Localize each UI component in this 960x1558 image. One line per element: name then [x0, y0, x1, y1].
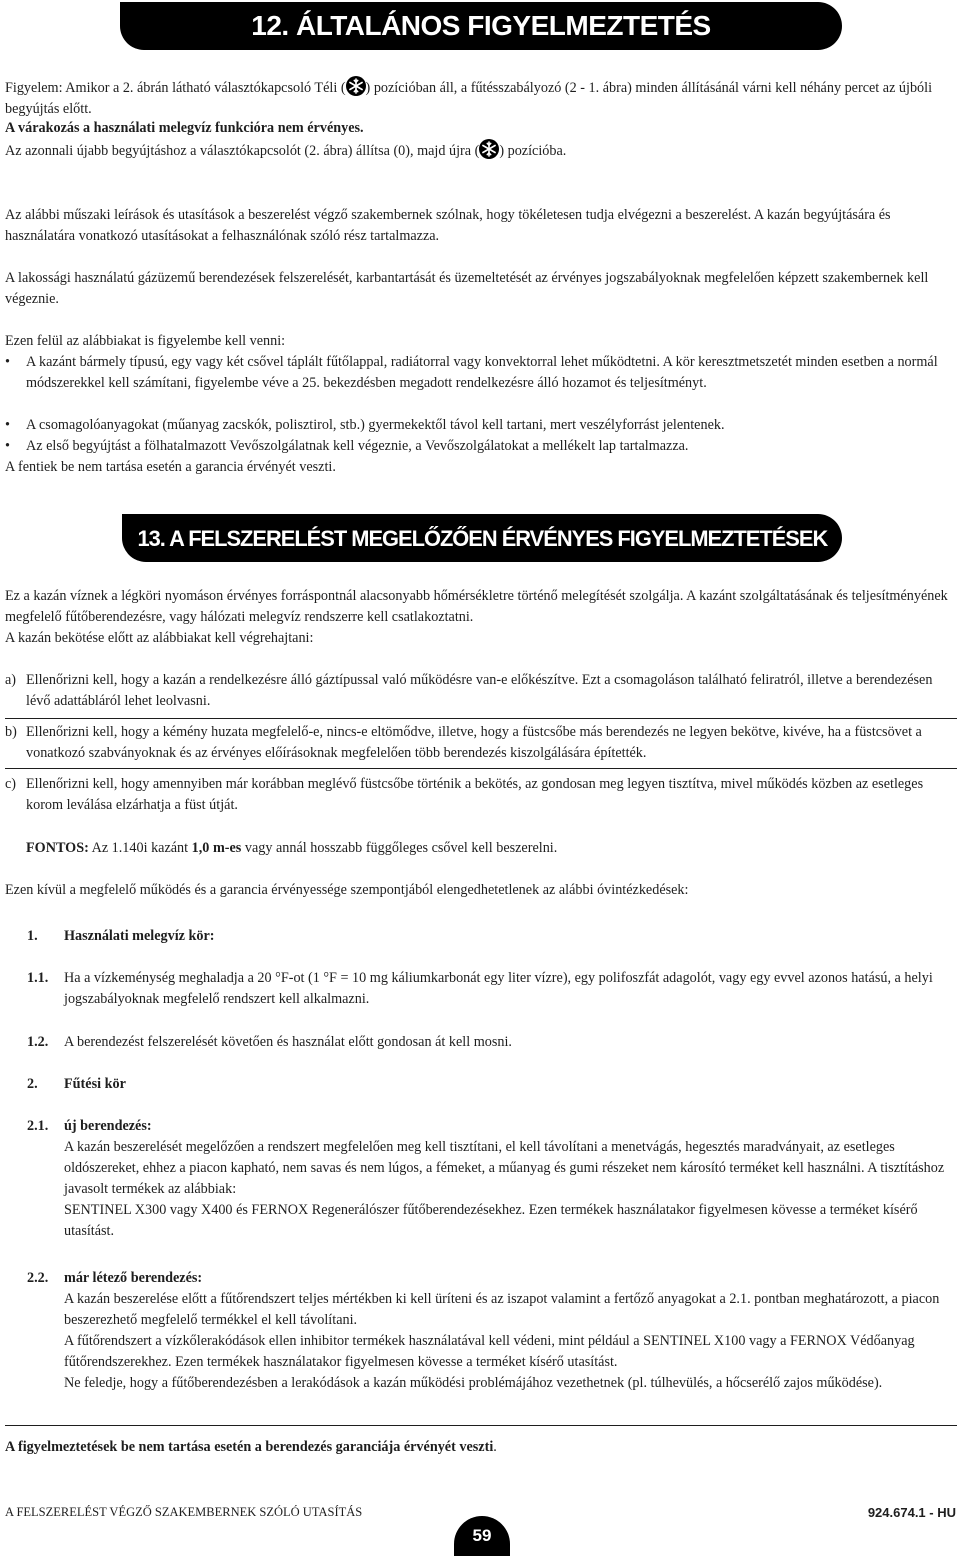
bullet-item: Az első begyújtást a fölhatalmazott Vevőszolgálatnak kell végeznie, a Vevőszolgálatokat a mellékelt lap tartalmazza.: [26, 438, 689, 454]
paragraph-before-connection: A kazán bekötése előtt az alábbiakat kell végrehajtani:: [5, 630, 314, 646]
paragraph-installer-notes: Az alábbi műszaki leírások és utasítások a beszerelést végző szakembernek szólnak, hogy tökéletesen tudja elvégezni a beszerelést. A kazán begyújtására és használatára vonatkozó utasításokat a felhasználónak szóló rész tartalmazza.: [5, 207, 891, 244]
paragraph-qualified-staff: A lakossági használatú gázüzemű berendezések felszerelését, karbantartását és üzemeltetését az érvényes jogszabályoknak megfelelően képzett szakembernek kell végeznie.: [5, 270, 929, 307]
paragraph-precautions: Ezen kívül a megfelelő működés és a garancia érvényessége szempontjából elengedhetetlenek az alábbi óvintézkedések:: [5, 882, 689, 898]
item-text: Ellenőrizni kell, hogy a kémény huzata megfelelő-e, nincs-e eltömődve, illetve, hogy a füstcsőbe más berendezés ne legyen bekötve, kivéve, ha a füstcsövet a vonatkozó szabványoknak és az érvényes előírásoknak megfelelően több berendezés kiszolgálására építették.: [26, 724, 922, 761]
footer-section-label: A FELSZERELÉST VÉGZŐ SZAKEMBERNEK SZÓLÓ UTASÍTÁS: [5, 1505, 363, 1519]
item-label: c): [5, 776, 17, 792]
paragraph-boiler-purpose: Ez a kazán víznek a légköri nyomáson érvényes forráspontnál alacsonyabb hőmérsékletre történő melegítését szolgálja. A kazánt szolgáltatásának és teljesítményének megfelelő fűtőberendezésre, vagy hálózati melegvíz rendszerre kell csatlakoztatni.: [5, 588, 948, 625]
section-12-title: 12. ÁLTALÁNOS FIGYELMEZTETÉS: [120, 2, 842, 50]
subsection-1-2-text: A berendezést felszerelését követően és használat előtt gondosan át kell mosni.: [64, 1034, 512, 1050]
subsection-2-2-number: 2.2.: [27, 1270, 49, 1286]
warning-label: Figyelem: [5, 80, 59, 96]
subsection-2-1-title: új berendezés:: [64, 1118, 152, 1134]
item-text: Ellenőrizni kell, hogy a kazán a rendelkezésre álló gáztípussal való működésre van-e előkészítve. Ezt a csomagoláson található feliratról, illetve a berendezésen lévő adattábláról lehet leolvasni.: [26, 672, 933, 709]
important-text-1: Az 1.140i kazánt: [88, 840, 192, 856]
bullet-item: A kazánt bármely típusú, egy vagy két csővel táplált fűtőlappal, radiátorral vagy konvektorral lehet működtetni. A kör keresztmetszetét minden esetben a normál módszerekkel kell számítani, figyelembe véve a 25. bekezdésben megadott rendelkezésre álló hozamot és teljesítményt.: [26, 354, 938, 391]
snowflake-icon: [479, 139, 499, 159]
heading-hot-water-circuit: Használati melegvíz kör:: [64, 928, 215, 944]
important-note: [26, 838, 956, 859]
divider: [5, 1425, 957, 1426]
subsection-1-1-number: 1.1.: [27, 970, 49, 986]
important-label: FONTOS:: [26, 840, 89, 856]
snowflake-icon: [346, 76, 366, 96]
important-text-2: vagy annál hosszabb függőleges csővel kell beszerelni.: [241, 840, 558, 856]
heading-2-number: 2.: [27, 1076, 38, 1092]
section-13-title: 13. A FELSZERELÉST MEGELŐZŐEN ÉRVÉNYES FIGYELMEZTETÉSEK: [122, 514, 842, 562]
subsection-1-1-text: Ha a vízkeménység meghaladja a 20 °F-ot (1 °F = 10 mg káliumkarbonát egy liter vízre), egy polifoszfát adagolót, vagy egy evvel azonos hatású, a helyi jogszabályoknak megfelelő rendszert kell alkalmazni.: [64, 970, 933, 1007]
warning-text-3b: ) pozícióba.: [499, 143, 567, 159]
bullet-item: A csomagolóanyagokat (műanyag zacskók, polisztirol, stb.) gyermekektől távol kell tartani, mert veszélyforrást jelentenek.: [26, 417, 725, 433]
heading-1-number: 1.: [27, 928, 38, 944]
item-label: a): [5, 672, 17, 688]
final-warning-period: .: [493, 1439, 497, 1455]
subsection-2-2-title: már létező berendezés:: [64, 1270, 203, 1286]
heading-heating-circuit: Fűtési kör: [64, 1076, 126, 1092]
warning-dhw-note: A várakozás a használati melegvíz funkcióra nem érvényes.: [5, 120, 364, 136]
paragraph-warranty-note: A fentiek be nem tartása esetén a garancia érvényét veszti.: [5, 459, 336, 475]
page-number: 59: [454, 1516, 510, 1556]
subsection-2-2-text-1: A kazán beszerelése előtt a fűtőrendszert teljes mértékben ki kell üríteni és az iszapot valamint a fertőző anyagokat a 2.1. pontban meghatározott, a piacon beszerezhető megfelelő termékkel el kell távolítani.: [64, 1291, 940, 1328]
item-label: b): [5, 724, 17, 740]
subsection-1-2-number: 1.2.: [27, 1034, 49, 1050]
warning-text-3a: Az azonnali újabb begyújtáshoz a választókapcsolót (2. ábra) állítsa (0), majd újra (: [5, 143, 480, 159]
subsection-2-2-text-2: A fűtőrendszert a vízkőlerakódások ellen inhibitor termékek használatával kell védeni, mint például a SENTINEL X100 vagy a FERNOX Védőanyag fűtőrendszerekhez. Ezen termékek használatakor figyelmesen kövesse a terméket kísérő utasítást.: [64, 1333, 915, 1370]
subsection-2-1-products: SENTINEL X300 vagy X400 és FERNOX Regenerálószer fűtőberendezésekhez. Ezen termékek használatakor figyelmesen kövesse a terméket kísérő utasítást.: [64, 1202, 918, 1239]
final-warning-text: A figyelmeztetések be nem tartása esetén a berendezés garanciája érvényét veszti: [5, 1439, 494, 1455]
important-length: 1,0 m-es: [191, 840, 242, 856]
item-text: Ellenőrizni kell, hogy amennyiben már korábban meglévő füstcsőbe történik a bekötés, az gondosan meg legyen tisztítva, mivel működés közben az esetleges korom leválása elzárhatja a füst útját.: [26, 776, 924, 813]
warning-text-1b: ) pozícióban áll, a fűtésszabályozó (2 - 1. ábra) minden állításánál várni kell néhány percet az újbóli begyújtás előtt.: [5, 80, 933, 117]
warning-restart: [5, 139, 957, 162]
warning-text-1a: : Amikor a 2. ábrán látható választókapcsoló Téli (: [58, 80, 346, 96]
subsection-2-1-number: 2.1.: [27, 1118, 49, 1134]
bullet-marker: •: [5, 417, 10, 433]
divider: [5, 768, 957, 769]
bullet-marker: •: [5, 438, 10, 454]
document-code: 924.674.1 - HU: [867, 1505, 956, 1520]
bullet-marker: •: [5, 354, 10, 370]
divider: [5, 718, 957, 719]
subsection-2-2-text-3: Ne feledje, hogy a fűtőberendezésben a lerakódások a kazán működési problémájához vezethetnek (pl. túlhevülés, a hőcserélő zajos működése).: [64, 1375, 883, 1391]
paragraph-consider: Ezen felül az alábbiakat is figyelembe kell venni:: [5, 333, 286, 349]
subsection-2-1-text: A kazán beszerelését megelőzően a rendszert megfelelően meg kell tisztítani, el kell távolítani a menetvágás, hegesztés maradványait, az esetleges oldószereket, ehhez a piacon kapható, nem savas és nem lúgos, a fémeket, a műanyag és gumi részeket nem károsító terméket kell használni. A tisztításhoz javasolt termékek az alábbiak:: [64, 1139, 945, 1197]
final-warranty-warning: [5, 1437, 957, 1458]
warning-paragraph: [5, 76, 957, 120]
